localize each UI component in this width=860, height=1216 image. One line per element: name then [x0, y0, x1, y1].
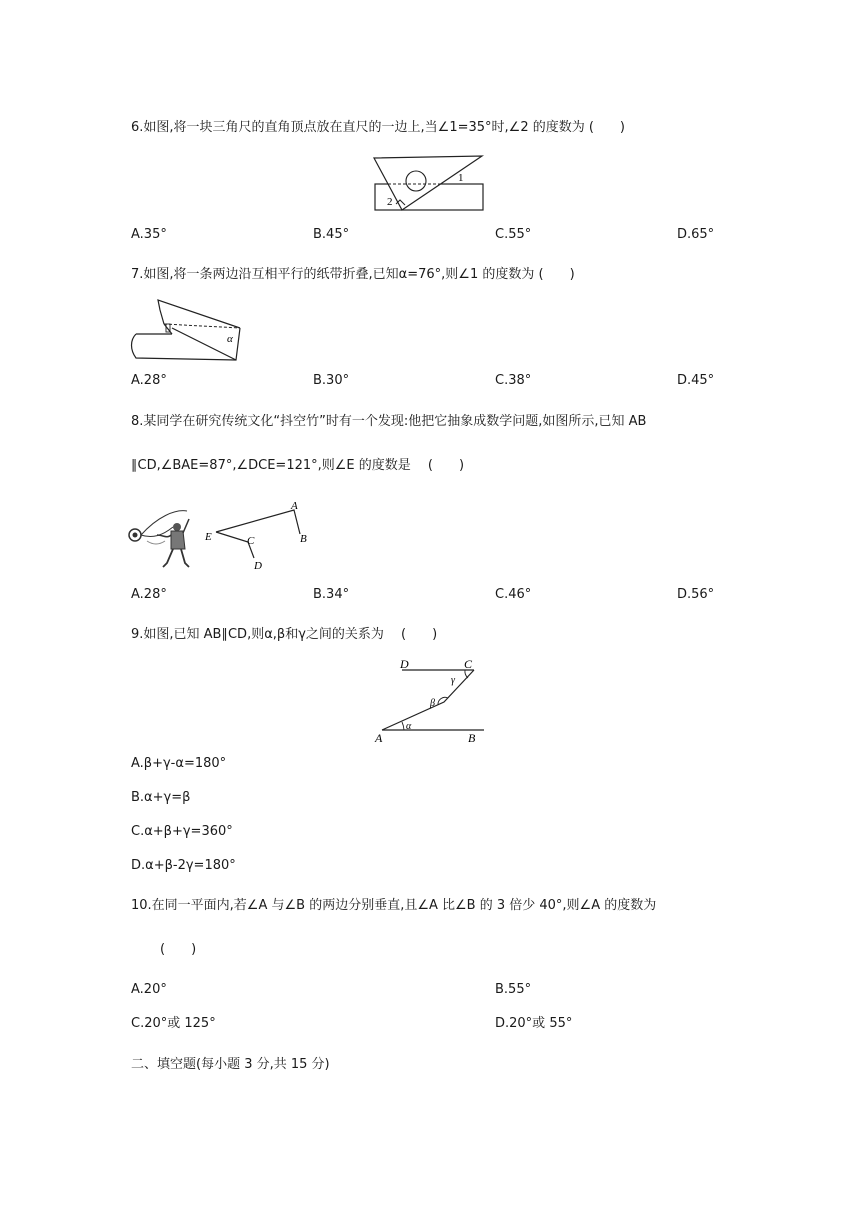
question-7-option-c[interactable]: C.38°: [495, 373, 532, 388]
question-9-stem: 9.如图,已知 AB∥CD,则α,β和γ之间的关系为 ( ): [131, 627, 438, 642]
question-7-option-b[interactable]: B.30°: [313, 373, 350, 388]
point-d-label: D: [400, 657, 409, 671]
question-8-stem-line2: ∥CD,∠BAE=87°,∠DCE=121°,则∠E 的度数是 ( ): [131, 458, 465, 473]
fold-angle-1-label: 1: [168, 325, 169, 327]
question-7-option-a[interactable]: A.28°: [131, 373, 167, 388]
question-10-stem-line1: 10.在同一平面内,若∠A 与∠B 的两边分别垂直,且∠A 比∠B 的 3 倍少 40°,则∠A 的度数为: [131, 898, 657, 913]
question-6-figure: [370, 150, 490, 214]
point-a-label: A: [291, 500, 298, 512]
question-10-option-d[interactable]: D.20°或 55°: [495, 1016, 573, 1031]
beta-label: β: [430, 698, 435, 709]
question-10-option-a[interactable]: A.20°: [131, 982, 167, 997]
question-8-option-b[interactable]: B.34°: [313, 587, 350, 602]
section-heading: 二、填空题(每小题 3 分,共 15 分): [131, 1057, 330, 1072]
question-7-figure: [128, 296, 248, 366]
question-9-option-c[interactable]: C.α+β+γ=360°: [131, 824, 233, 839]
question-10-option-b[interactable]: B.55°: [495, 982, 532, 997]
question-10-option-c[interactable]: C.20°或 125°: [131, 1016, 216, 1031]
point-e-label: E: [205, 531, 212, 543]
question-6-option-c[interactable]: C.55°: [495, 227, 532, 242]
point-b-label: B: [300, 533, 307, 545]
question-9-option-a[interactable]: A.β+γ-α=180°: [131, 756, 227, 771]
question-6-option-a[interactable]: A.35°: [131, 227, 167, 242]
question-6-option-b[interactable]: B.45°: [313, 227, 350, 242]
diabolo-player-illustration: [127, 505, 197, 573]
angle-2-label: 2: [387, 196, 393, 208]
point-c-label: C: [464, 657, 473, 671]
question-8-stem-line1: 8.某同学在研究传统文化“抖空竹”时有一个发现:他把它抽象成数学问题,如图所示,已知 AB: [131, 414, 647, 429]
point-d-label: D: [254, 560, 262, 572]
question-9-option-d[interactable]: D.α+β-2γ=180°: [131, 858, 236, 873]
point-c-label: C: [247, 535, 255, 547]
question-10-stem-line2: ( ): [160, 942, 197, 957]
question-6-option-d[interactable]: D.65°: [677, 227, 715, 242]
point-a-label: A: [375, 731, 383, 745]
question-8-option-d[interactable]: D.56°: [677, 587, 715, 602]
question-9-option-b[interactable]: B.α+γ=β: [131, 790, 191, 805]
question-6-stem: 6.如图,将一块三角尺的直角顶点放在直尺的一边上,当∠1=35°时,∠2 的度数为 ( ): [131, 120, 625, 135]
alpha-label: α: [406, 721, 412, 732]
alpha-label: α: [227, 333, 233, 345]
question-8-option-a[interactable]: A.28°: [131, 587, 167, 602]
question-8-option-c[interactable]: C.46°: [495, 587, 532, 602]
point-b-label: B: [468, 731, 476, 745]
gamma-label: γ: [451, 675, 455, 686]
question-7-stem: 7.如图,将一条两边沿互相平行的纸带折叠,已知α=76°,则∠1 的度数为 ( ): [131, 267, 575, 282]
question-8-figure: [202, 496, 314, 574]
angle-1-label: 1: [458, 172, 464, 184]
question-7-option-d[interactable]: D.45°: [677, 373, 715, 388]
question-9-figure: [372, 654, 492, 746]
